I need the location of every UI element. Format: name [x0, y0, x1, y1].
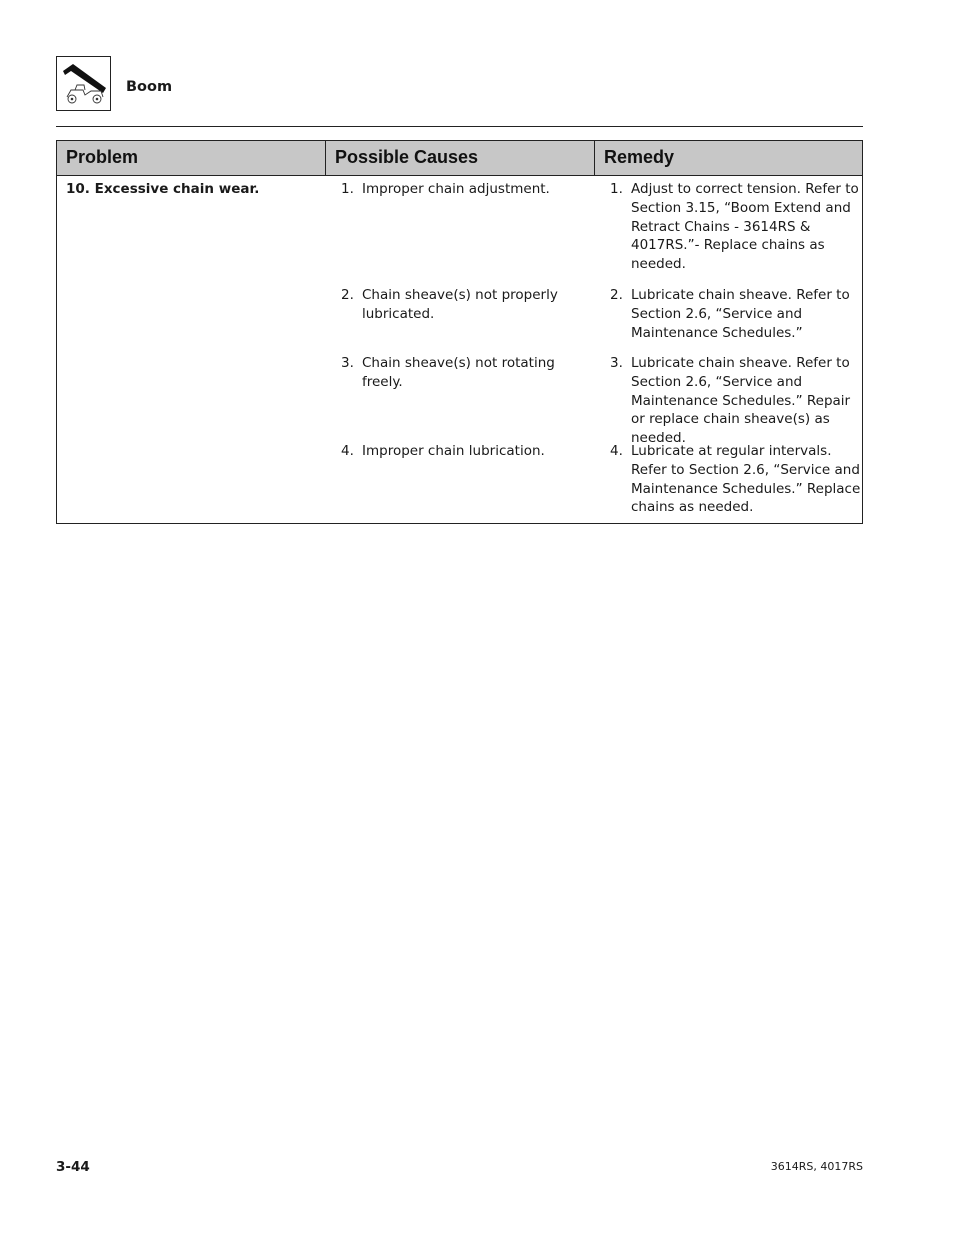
cause-text: Improper chain adjustment.: [362, 181, 550, 197]
cause-number: 4.: [341, 443, 354, 459]
header-divider: [56, 126, 863, 127]
model-reference: 3614RS, 4017RS: [770, 1160, 863, 1173]
remedy-text: Lubricate at regular intervals. Refer to Section 2.6, “Service and Maintenance Schedules.” Replace chains as needed.: [631, 443, 861, 516]
column-header-remedy: Remedy: [594, 141, 862, 175]
remedy-text: Lubricate chain sheave. Refer to Section 2.6, “Service and Maintenance Schedules.”: [631, 287, 850, 341]
troubleshooting-table: [56, 140, 863, 524]
remedy-number: 3.: [610, 355, 623, 371]
remedy-number: 2.: [610, 287, 623, 303]
cause-text: Chain sheave(s) not properly lubricated.: [362, 287, 558, 322]
page-number: 3-44: [56, 1159, 90, 1175]
boom-telehandler-icon: [56, 56, 111, 111]
table-header-row: [57, 141, 862, 176]
cause-number: 3.: [341, 355, 354, 371]
remedy-number: 4.: [610, 443, 623, 459]
section-title: Boom: [126, 79, 173, 95]
cause-text: Improper chain lubrication.: [362, 443, 545, 459]
cause-number: 2.: [341, 287, 354, 303]
problem-text: 10. Excessive chain wear.: [66, 181, 260, 197]
cause-text: Chain sheave(s) not rotating freely.: [362, 355, 555, 390]
cause-number: 1.: [341, 181, 354, 197]
remedy-text: Adjust to correct tension. Refer to Section 3.15, “Boom Extend and Retract Chains - 3614RS & 4017RS.”- Replace chains as needed.: [631, 181, 859, 273]
column-header-problem: Problem: [66, 147, 139, 167]
remedy-number: 1.: [610, 181, 623, 197]
column-header-possible-causes: Possible Causes: [325, 141, 594, 175]
remedy-text: Lubricate chain sheave. Refer to Section 2.6, “Service and Maintenance Schedules.” Repair or replace chain sheave(s) as needed.: [631, 355, 851, 447]
